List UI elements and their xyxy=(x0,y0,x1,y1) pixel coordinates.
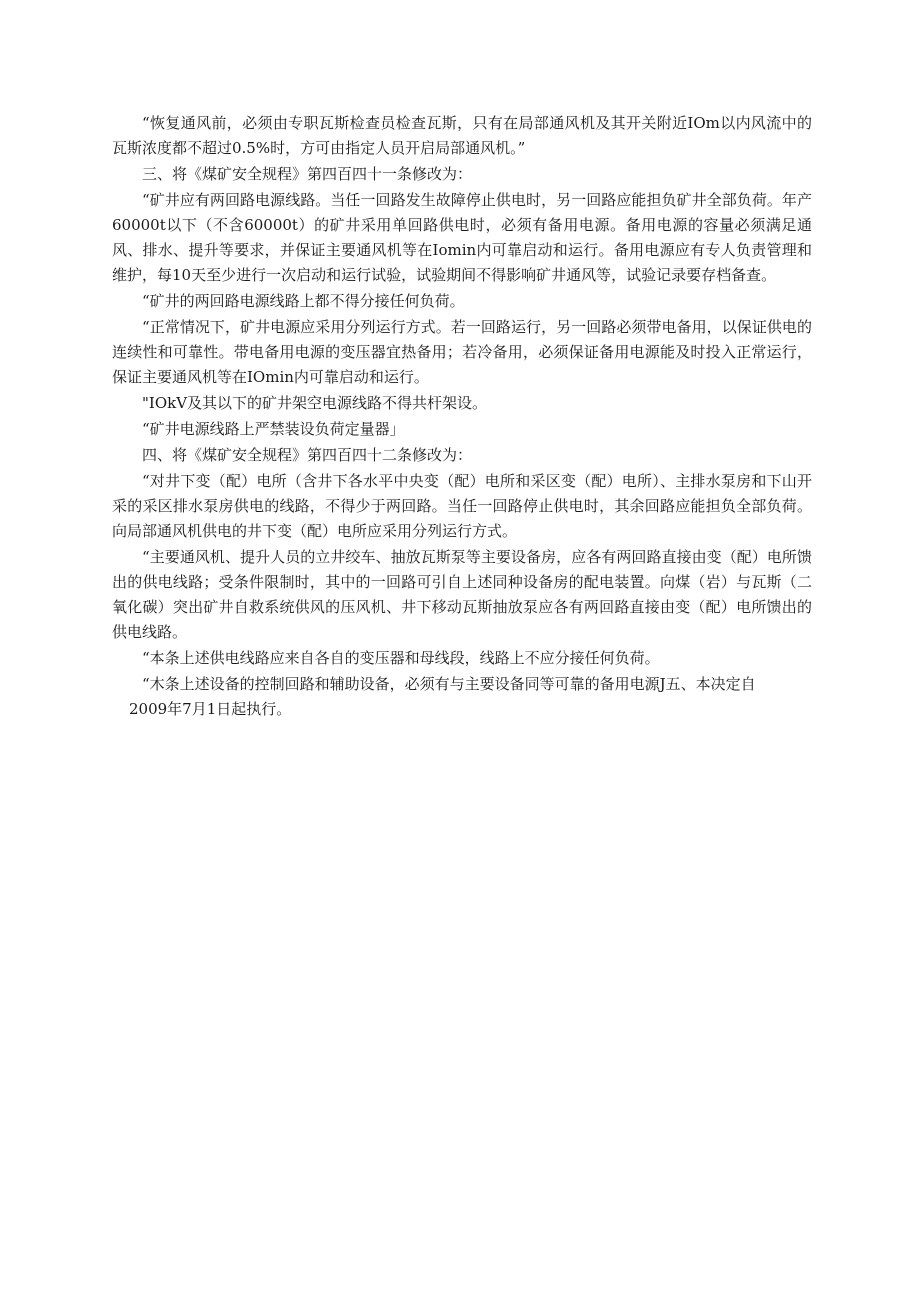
paragraph-dual-circuit-power: “矿井应有两回路电源线路。当任一回路发生故障停止供电时，另一回路应能担负矿井全部负荷。年产60000t以下（不含60000t）的矿井采用单回路供电时，必须有备用电源。备用电源的容量必须满足通风、排水、提升等要求，并保证主要通风机等在Iomin内可靠启动和运行。备用电源应有专人负责管理和维护，每10天至少进行一次启动和运行试验，试验期间不得影响矿井通风等，试验记录要存档备查。 xyxy=(112,191,812,284)
paragraph-separate-transformers: “本条上述供电线路应来自各自的变压器和母线段，线路上不应分接任何负荷。 xyxy=(142,649,660,667)
paragraph-main-equipment-rooms: “主要通风机、提升人员的立井绞车、抽放瓦斯泵等主要设备房，应各有两回路直接由变（配）电所馈出的供电线路；受条件限制时，其中的一回路可引自上述同种设备房的配电装置。向煤（岩）与瓦斯（二氧化碳）突出矿井自救系统供风的压风机、井下移动瓦斯抽放泵应各有两回路直接由变（配）电所馈出的供电线路。 xyxy=(112,548,812,641)
paragraph-ventilation-restore: “恢复通风前，必须由专职瓦斯检查员检查瓦斯，只有在局部通风机及其开关附近IOm以内风流中的瓦斯浓度都不超过0.5%时，方可由指定人员开启局部通风机。” xyxy=(112,114,812,157)
paragraph-overhead-lines: "IOkV及其以下的矿井架空电源线路不得共杆架设。 xyxy=(142,394,488,412)
document-body xyxy=(112,111,812,723)
paragraph-underground-substations: “对井下变（配）电所（含井下各水平中央变（配）电所和采区变（配）电所）、主排水泵房和下山开采的采区排水泵房供电的线路，不得少于两回路。当任一回路停止供电时，其余回路应能担负全部负荷。向局部通风机供电的井下变（配）电所应采用分列运行方式。 xyxy=(112,472,812,540)
paragraph-backup-control-circuits xyxy=(112,672,812,722)
paragraph-section-four-heading: 四、将《煤矿安全规程》第四百四十二条修改为： xyxy=(142,446,473,464)
paragraph-section-three-heading: 三、将《煤矿安全规程》第四百四十一条修改为： xyxy=(142,165,473,183)
paragraph-no-branch-load: “矿井的两回路电源线路上都不得分接任何负荷。 xyxy=(142,292,465,310)
paragraph-split-operation: “正常情况下，矿井电源应采用分列运行方式。若一回路运行，另一回路必须带电备用，以保证供电的连续性和可靠性。带电备用电源的变压器宜热备用；若冷备用，必须保证备用电源能及时投入正常运行，保证主要通风机等在IOmin内可靠启动和运行。 xyxy=(112,318,812,386)
paragraph-backup-line-1: “木条上述设备的控制回路和辅助设备，必须有与主要设备同等可靠的备用电源J五、本决定自 xyxy=(142,675,756,693)
paragraph-effective-date-line: 2009年7月1日起执行。 xyxy=(129,700,292,718)
paragraph-load-limiter: “矿井电源线路上严禁装设负荷定量器」 xyxy=(142,420,405,438)
